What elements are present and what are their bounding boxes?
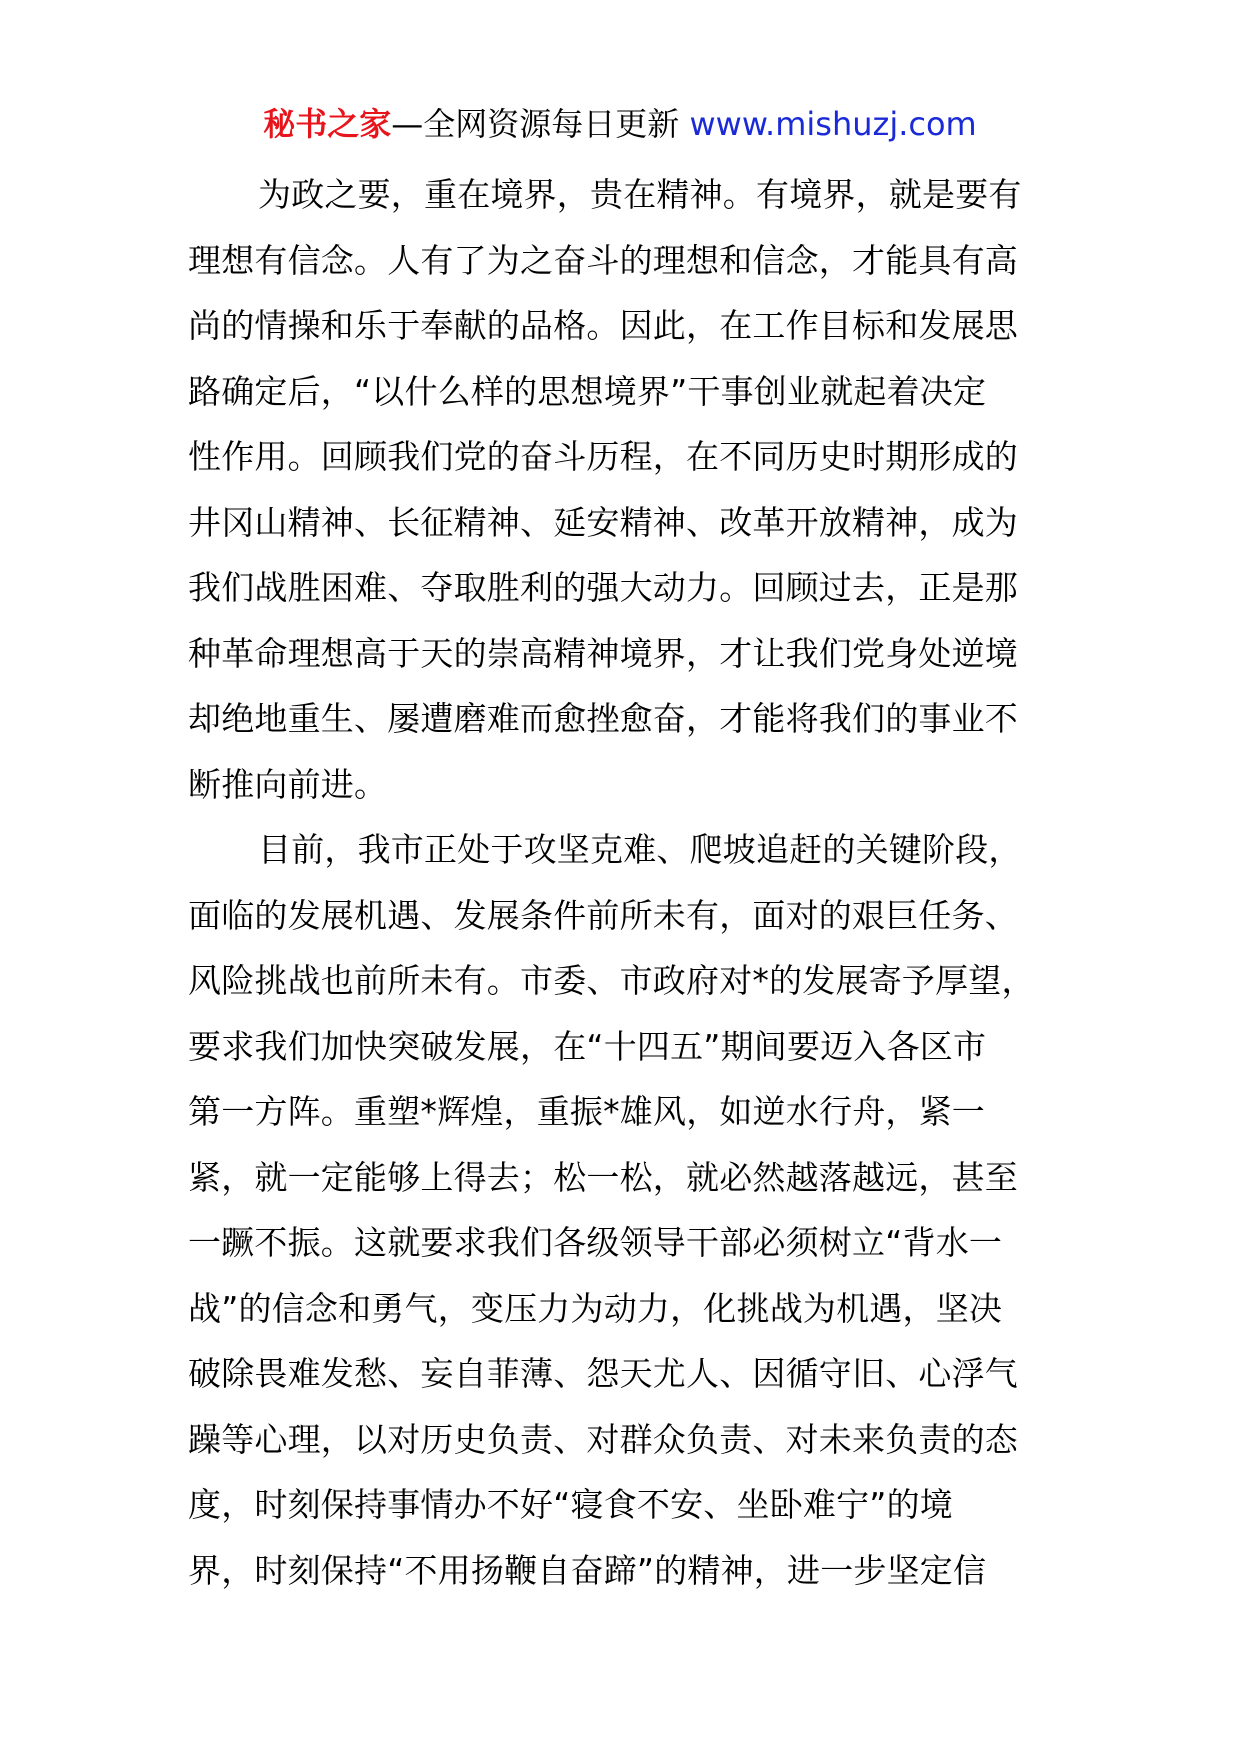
paragraph-line: 一蹶不振。这就要求我们各级领导干部必须树立“背水一: [188, 1223, 1003, 1262]
paragraph-line: 第一方阵。重塑*辉煌，重振*雄风，如逆水行舟，紧一: [188, 1092, 985, 1131]
paragraph-line: 战”的信念和勇气，变压力为动力，化挑战为机遇，坚决: [188, 1288, 1003, 1328]
paragraph-line: 躁等心理，以对历史负责、对群众负责、对未来负责的态: [188, 1419, 1018, 1459]
paragraph-line: 却绝地重生、屡遭磨难而愈挫愈奋，才能将我们的事业不: [188, 699, 1018, 738]
paragraph-line: 度，时刻保持事情办不好“寝食不安、坐卧难宁”的境: [188, 1485, 953, 1524]
paragraph-line: 风险挑战也前所未有。市委、市政府对*的发展寄予厚望，: [188, 961, 1035, 1000]
brand-name: 秘书之家: [263, 105, 392, 143]
paragraph-2: [188, 817, 1060, 1603]
paragraph-line: 面临的发展机遇、发展条件前所未有，面对的艰巨任务、: [188, 895, 1018, 935]
header-tagline: —全网资源每日更新: [391, 105, 690, 143]
paragraph-line: 紧，就一定能够上得去；松一松，就必然越落越远，甚至: [188, 1157, 1018, 1197]
paragraph-line: 要求我们加快突破发展，在“十四五”期间要迈入各区市: [188, 1026, 987, 1066]
paragraph-line: 断推向前进。: [188, 764, 388, 804]
paragraph-line: 性作用。回顾我们党的奋斗历程，在不同历史时期形成的: [188, 437, 1018, 476]
paragraph-1: [188, 162, 1060, 817]
paragraph-line: 界，时刻保持“不用扬鞭自奋蹄”的精神，进一步坚定信: [188, 1550, 987, 1590]
paragraph-line: 破除畏难发愁、妄自菲薄、怨天尤人、因循守旧、心浮气: [188, 1354, 1018, 1393]
header-url-link[interactable]: www.mishuzj.com: [689, 105, 977, 143]
paragraph-line: 为政之要，重在境界，贵在精神。有境界，就是要有: [258, 175, 1022, 214]
paragraph-line: 路确定后，“以什么样的思想境界”干事创业就起着决定: [188, 371, 987, 411]
paragraph-line: 我们战胜困难、夺取胜利的强大动力。回顾过去，正是那: [188, 568, 1018, 607]
page-header: [0, 102, 1240, 146]
paragraph-line: 目前，我市正处于攻坚克难、爬坡追赶的关键阶段，: [258, 830, 1022, 869]
paragraph-line: 理想有信念。人有了为之奋斗的理想和信念，才能具有高: [188, 240, 1018, 280]
document-body: [188, 162, 1060, 1603]
paragraph-line: 种革命理想高于天的崇高精神境界，才让我们党身处逆境: [188, 633, 1018, 673]
paragraph-line: 井冈山精神、长征精神、延安精神、改革开放精神，成为: [188, 502, 1018, 542]
paragraph-line: 尚的情操和乐于奉献的品格。因此，在工作目标和发展思: [188, 306, 1018, 345]
